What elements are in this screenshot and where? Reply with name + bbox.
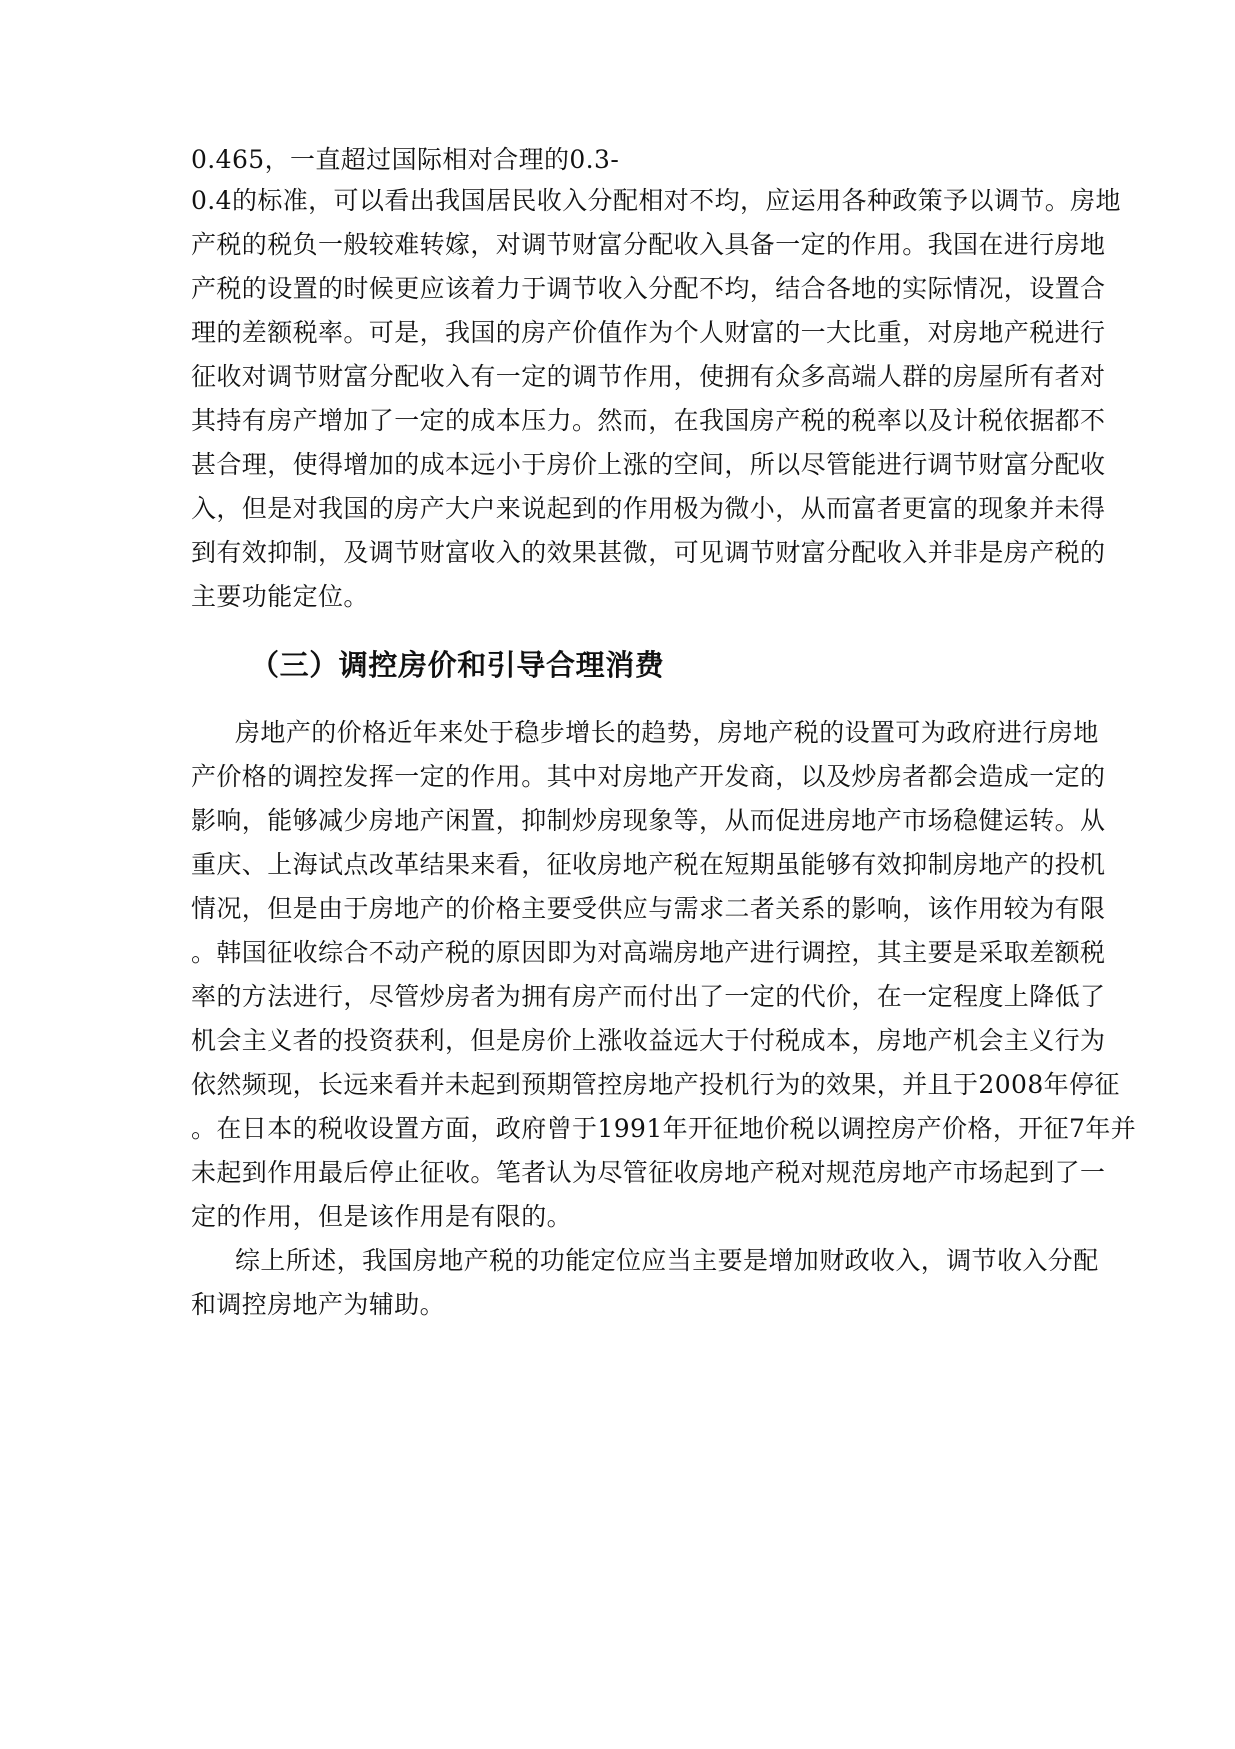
text-line: 。韩国征收综合不动产税的原因即为对高端房地产进行调控，其主要是采取差额税 — [191, 938, 1106, 967]
text-line: 产税的设置的时候更应该着力于调节收入分配不均，结合各地的实际情况，设置合 — [191, 274, 1106, 303]
text-line: 0.4的标准，可以看出我国居民收入分配相对不均，应运用各种政策予以调节。房地 — [191, 186, 1121, 215]
text-line: 产价格的调控发挥一定的作用。其中对房地产开发商，以及炒房者都会造成一定的 — [191, 762, 1106, 791]
text-line: 和调控房地产为辅助。 — [191, 1290, 446, 1319]
text-line: 甚合理，使得增加的成本远小于房价上涨的空间，所以尽管能进行调节财富分配收 — [191, 450, 1106, 479]
text-line: 重庆、上海试点改革结果来看，征收房地产税在短期虽能够有效抑制房地产的投机 — [191, 850, 1106, 879]
text-line: 其持有房产增加了一定的成本压力。然而，在我国房产税的税率以及计税依据都不 — [191, 406, 1106, 435]
text-line: 产税的税负一般较难转嫁，对调节财富分配收入具备一定的作用。我国在进行房地 — [191, 230, 1106, 259]
text-line: 机会主义者的投资获利，但是房价上涨收益远大于付税成本，房地产机会主义行为 — [191, 1026, 1106, 1055]
text-line: 依然频现，长远来看并未起到预期管控房地产投机行为的效果，并且于2008年停征 — [191, 1070, 1120, 1099]
section-heading: （三）调控房价和引导合理消费 — [250, 648, 665, 682]
text-line: 。在日本的税收设置方面，政府曾于1991年开征地价税以调控房产价格，开征7年并 — [191, 1114, 1137, 1143]
text-line: 率的方法进行，尽管炒房者为拥有房产而付出了一定的代价，在一定程度上降低了 — [191, 982, 1106, 1011]
text-line: 情况，但是由于房地产的价格主要受供应与需求二者关系的影响，该作用较为有限 — [191, 894, 1106, 923]
text-line: 理的差额税率。可是，我国的房产价值作为个人财富的一大比重，对房地产税进行 — [191, 318, 1106, 347]
text-line: 到有效抑制，及调节财富收入的效果甚微，可见调节财富分配收入并非是房产税的 — [191, 538, 1106, 567]
text-line: 征收对调节财富分配收入有一定的调节作用，使拥有众多高端人群的房屋所有者对 — [191, 362, 1106, 391]
text-line: 未起到作用最后停止征收。笔者认为尽管征收房地产税对规范房地产市场起到了一 — [191, 1158, 1106, 1187]
text-line: 定的作用，但是该作用是有限的。 — [191, 1202, 573, 1231]
text-line: 主要功能定位。 — [191, 582, 369, 611]
text-line: 入，但是对我国的房产大户来说起到的作用极为微小，从而富者更富的现象并未得 — [191, 494, 1106, 523]
text-line: 房地产的价格近年来处于稳步增长的趋势，房地产税的设置可为政府进行房地 — [235, 718, 1099, 747]
text-line: 0.465，一直超过国际相对合理的0.3- — [191, 145, 620, 174]
text-line: 综上所述，我国房地产税的功能定位应当主要是增加财政收入，调节收入分配 — [235, 1246, 1099, 1275]
text-line: 影响，能够减少房地产闲置，抑制炒房现象等，从而促进房地产市场稳健运转。从 — [191, 806, 1106, 835]
